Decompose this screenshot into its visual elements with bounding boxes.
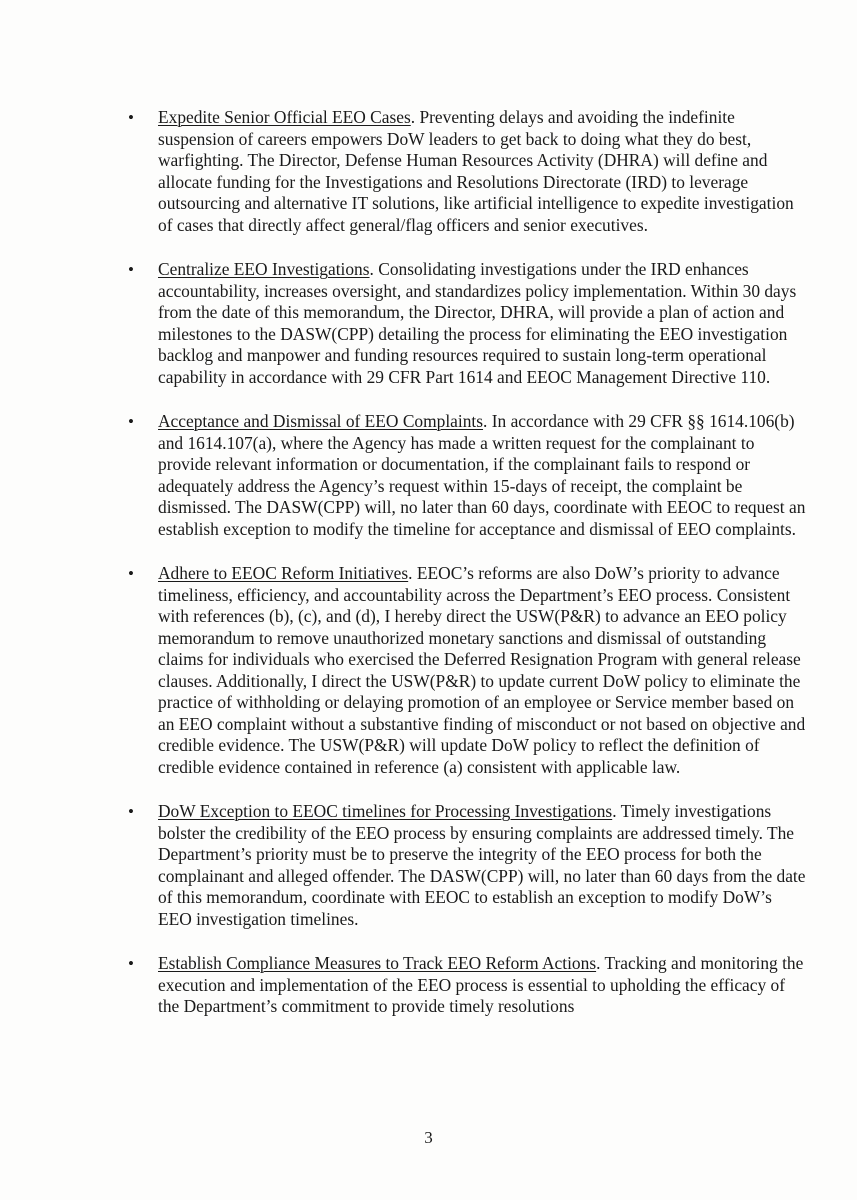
bullet-heading: Establish Compliance Measures to Track EEO Reform Actions: [158, 953, 597, 973]
heading-period: .: [612, 801, 617, 821]
heading-period: .: [596, 953, 601, 973]
bullet-heading: Centralize EEO Investigations: [158, 259, 370, 279]
bullet-icon: •: [128, 108, 134, 127]
bullet-icon: •: [128, 260, 134, 279]
list-item: [128, 107, 808, 236]
bullet-text: EEOC’s reforms are also DoW’s priority to advance timeliness, efficiency, and accountability across the Department’s EEO process. Consistent with references (b), (c), and (d), I hereby direct the USW(P&R) to advance an EEO policy memorandum to remove unauthorized monetary sanctions and dismissal of outstanding claims for individuals who exercised the Deferred Resignation Program with general release clauses. Additionally, I direct the USW(P&R) to update current DoW policy to eliminate the practice of withholding or delaying promotion of an employee or Service member based on an EEO complaint without a substantive finding of misconduct or not based on objective and credible evidence. The USW(P&R) will update DoW policy to reflect the definition of credible evidence contained in reference (a) consistent with applicable law.: [158, 563, 806, 777]
list-item: [128, 259, 808, 388]
bullet-heading: Acceptance and Dismissal of EEO Complaints: [158, 411, 484, 431]
bullet-icon: •: [128, 564, 134, 583]
bullet-text: In accordance with 29 CFR §§ 1614.106(b) and 1614.107(a), where the Agency has made a written request for the complainant to provide relevant information or documentation, if the complainant fails to respond or adequately address the Agency’s request within 15-days of receipt, the complaint be dismissed. The DASW(CPP) will, no later than 60 days, coordinate with EEOC to request an establish exception to modify the timeline for acceptance and dismissal of EEO complaints.: [158, 411, 806, 539]
heading-period: .: [408, 563, 413, 583]
heading-period: .: [410, 107, 416, 127]
bullet-icon: •: [128, 954, 134, 973]
bullet-list: [128, 107, 808, 1041]
bullet-heading: Expedite Senior Official EEO Cases: [158, 107, 411, 127]
bullet-text: Consolidating investigations under the IRD enhances accountability, increases oversight, and standardizes policy implementation. Within 30 days from the date of this memorandum, the Director, DHRA, will provide a plan of action and milestones to the DASW(CPP) detailing the process for eliminating the EEO investigation backlog and manpower and funding resources required to sustain long-term operational capability in accordance with 29 CFR Part 1614 and EEOC Management Directive 110.: [158, 259, 797, 387]
list-item: [128, 953, 808, 1018]
bullet-text: Tracking and monitoring the execution and implementation of the EEO process is essential to upholding the efficacy of the Department’s commitment to provide timely resolutions: [158, 953, 804, 1016]
list-item: [128, 411, 808, 540]
heading-period: .: [369, 259, 374, 279]
bullet-heading: DoW Exception to EEOC timelines for Processing Investigations: [158, 801, 613, 821]
bullet-icon: •: [128, 412, 134, 431]
page-number: 3: [424, 1128, 433, 1147]
bullet-icon: •: [128, 802, 134, 821]
bullet-heading: Adhere to EEOC Reform Initiatives: [158, 563, 409, 583]
bullet-text: Timely investigations bolster the credibility of the EEO process by ensuring complaints are addressed timely. The Department’s priority must be to preserve the integrity of the EEO process for both the complainant and alleged offender. The DASW(CPP) will, no later than 60 days from the date of this memorandum, coordinate with EEOC to establish an exception to modify DoW’s EEO investigation timelines.: [158, 801, 806, 929]
list-item: [128, 563, 808, 778]
list-item: [128, 801, 808, 930]
heading-period: .: [483, 411, 488, 431]
bullet-text: Preventing delays and avoiding the indefinite suspension of careers empowers DoW leaders to get back to doing what they do best, warfighting. The Director, Defense Human Resources Activity (DHRA) will define and allocate funding for the Investigations and Resolutions Directorate (IRD) to leverage outsourcing and alternative IT solutions, like artificial intelligence to expedite investigation of cases that directly affect general/flag officers and senior executives.: [158, 107, 794, 235]
